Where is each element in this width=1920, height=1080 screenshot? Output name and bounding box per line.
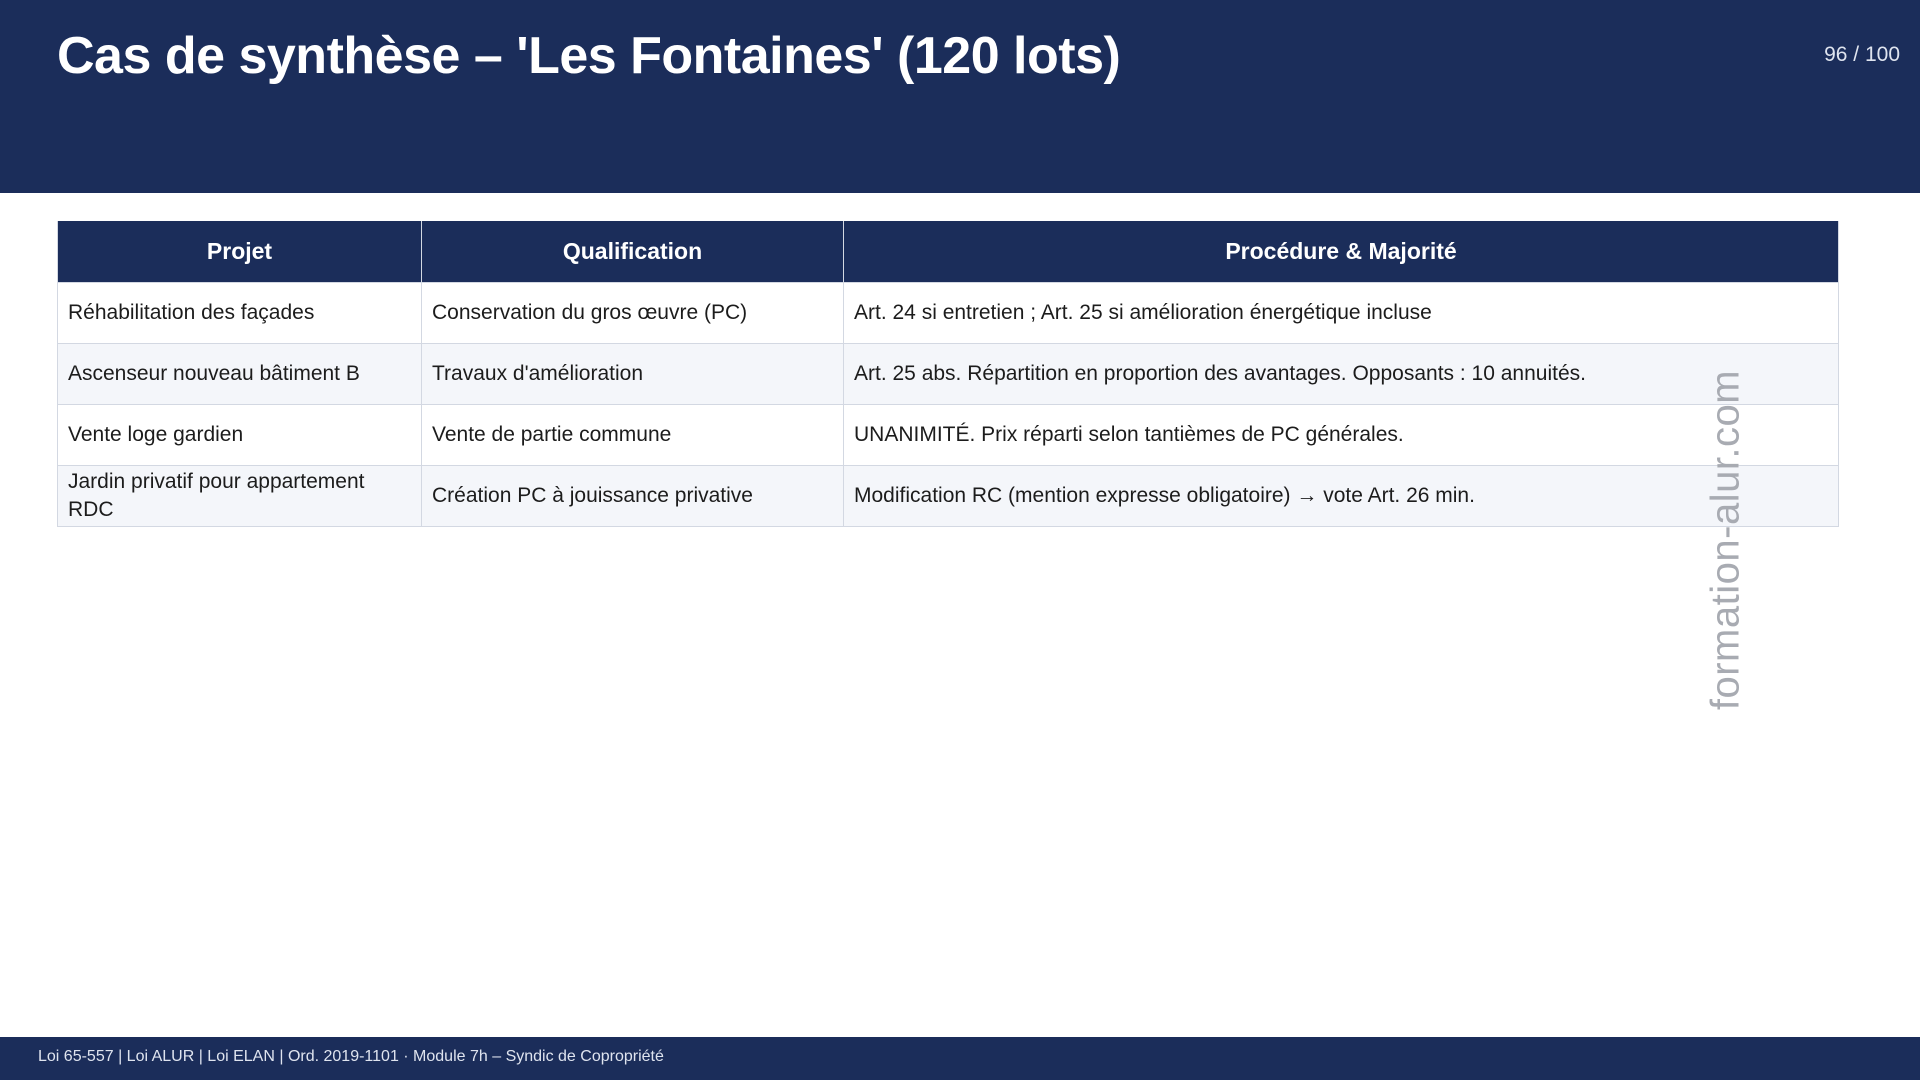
column-header-projet: Projet — [58, 221, 422, 283]
table-header-row — [58, 221, 1839, 283]
column-header-procedure: Procédure & Majorité — [844, 221, 1839, 283]
table-row — [58, 466, 1839, 527]
footer-bar — [0, 1037, 1920, 1080]
cell-procedure: Modification RC (mention expresse obligatoire) → vote Art. 26 min. — [844, 466, 1839, 527]
footer-text: Loi 65-557 | Loi ALUR | Loi ELAN | Ord. 2019-1101 · Module 7h – Syndic de Copropriété — [38, 1048, 664, 1065]
table-row — [58, 344, 1839, 405]
page-number: 96 / 100 — [1824, 43, 1900, 66]
table-row — [58, 405, 1839, 466]
cell-procedure: UNANIMITÉ. Prix réparti selon tantièmes de PC générales. — [844, 405, 1839, 466]
watermark-text: formation-alur.com — [1703, 369, 1748, 711]
column-header-qualification: Qualification — [422, 221, 844, 283]
table-row — [58, 283, 1839, 344]
cell-qualification: Conservation du gros œuvre (PC) — [422, 283, 844, 344]
cell-projet: Ascenseur nouveau bâtiment B — [58, 344, 422, 405]
cell-procedure: Art. 24 si entretien ; Art. 25 si amélioration énergétique incluse — [844, 283, 1839, 344]
cell-qualification: Création PC à jouissance privative — [422, 466, 844, 527]
slide-title: Cas de synthèse – 'Les Fontaines' (120 lots) — [57, 27, 1121, 85]
synthesis-table-container — [57, 221, 1839, 527]
cell-projet: Réhabilitation des façades — [58, 283, 422, 344]
cell-qualification: Travaux d'amélioration — [422, 344, 844, 405]
synthesis-table — [57, 221, 1839, 527]
cell-projet: Jardin privatif pour appartement RDC — [58, 466, 422, 527]
cell-qualification: Vente de partie commune — [422, 405, 844, 466]
cell-projet: Vente loge gardien — [58, 405, 422, 466]
header-bar — [0, 0, 1920, 193]
cell-procedure: Art. 25 abs. Répartition en proportion des avantages. Opposants : 10 annuités. — [844, 344, 1839, 405]
